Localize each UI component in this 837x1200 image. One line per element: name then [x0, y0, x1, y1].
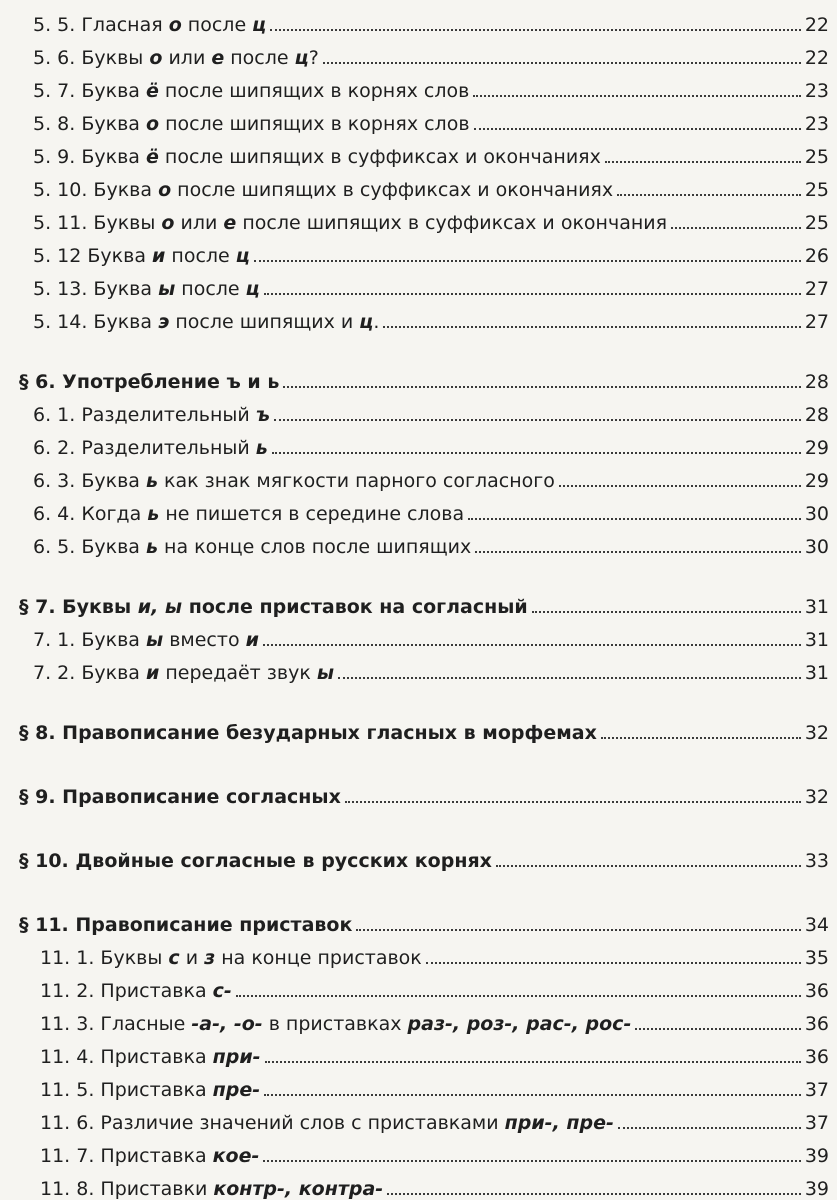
- toc-page-number: 32: [804, 786, 829, 808]
- dot-leader: [264, 293, 801, 295]
- dot-leader: [618, 1127, 801, 1129]
- toc-emphasis: и: [245, 629, 259, 651]
- toc-emphasis: о: [158, 179, 172, 201]
- toc-emphasis: о: [168, 14, 182, 36]
- dot-leader: [254, 260, 801, 262]
- dot-leader: [383, 326, 800, 328]
- toc-entry-title: [19, 786, 341, 808]
- toc-emphasis: ь: [145, 470, 158, 492]
- toc-text: 11. 4. Приставка: [40, 1046, 213, 1068]
- dot-leader: [475, 551, 801, 553]
- toc-page-number: 31: [804, 629, 829, 651]
- toc-page-number: 27: [804, 278, 829, 300]
- toc-emphasis: -а-, -о-: [191, 1013, 263, 1035]
- toc-page-number: 28: [804, 404, 829, 426]
- toc-subsection-entry[interactable]: [0, 270, 829, 300]
- toc-emphasis: ы: [145, 629, 164, 651]
- toc-entry-title: [33, 14, 266, 36]
- toc-page-number: 33: [804, 850, 829, 872]
- toc-subsection-entry[interactable]: [0, 429, 829, 459]
- toc-entry-title: [33, 278, 260, 300]
- toc-page-number: 39: [804, 1178, 829, 1200]
- toc-text: 5. 11. Буквы: [33, 212, 162, 234]
- toc-entry-title: [33, 470, 555, 492]
- toc-subsection-entry[interactable]: [0, 303, 829, 333]
- toc-page-number: 29: [804, 470, 829, 492]
- toc-emphasis: при-: [212, 1046, 261, 1068]
- toc-text: на конце слов после шипящих: [158, 536, 472, 558]
- toc-text: 5. 5. Гласная: [33, 14, 169, 36]
- toc-section-entry[interactable]: [0, 906, 829, 936]
- toc-entry-title: [33, 212, 667, 234]
- toc-page-number: 22: [804, 14, 829, 36]
- toc-page-number: 23: [804, 113, 829, 135]
- toc-page-number: 31: [804, 596, 829, 618]
- toc-emphasis: и: [152, 245, 166, 267]
- toc-emphasis: ц: [294, 47, 309, 69]
- toc-section-entry[interactable]: [0, 588, 829, 618]
- toc-text: 6. 1. Разделительный: [33, 404, 256, 426]
- toc-text: 5. 10. Буква: [33, 179, 159, 201]
- dot-leader: [617, 194, 801, 196]
- toc-text: 11. 7. Приставка: [40, 1145, 213, 1167]
- toc-page-number: 34: [804, 914, 829, 936]
- toc-text: § 8. Правописание безударных гласных в морфемах: [19, 722, 597, 744]
- toc-subsection-entry[interactable]: [0, 462, 829, 492]
- toc-subsection-entry[interactable]: [0, 105, 829, 135]
- toc-page-number: 36: [804, 1046, 829, 1068]
- toc-entry-title: [19, 850, 492, 872]
- toc-entry-title: [40, 947, 422, 969]
- toc-entry-title: [33, 503, 464, 525]
- toc-text: и: [179, 947, 205, 969]
- toc-entry-title: [19, 596, 528, 618]
- toc-text: 5. 6. Буквы: [33, 47, 150, 69]
- toc-page-number: 37: [804, 1079, 829, 1101]
- toc-emphasis: кое-: [212, 1145, 260, 1167]
- toc-emphasis: э: [158, 311, 170, 333]
- dot-leader: [270, 29, 801, 31]
- toc-emphasis: ё: [145, 146, 159, 168]
- dot-leader: [263, 644, 801, 646]
- dot-leader: [323, 62, 801, 64]
- toc-section-entry[interactable]: [0, 842, 829, 872]
- toc-subsection-entry[interactable]: [0, 39, 829, 69]
- toc-page-number: 25: [804, 179, 829, 201]
- toc-text: после: [175, 278, 246, 300]
- toc-entry-title: [33, 146, 601, 168]
- toc-emphasis: и: [145, 662, 160, 684]
- dot-leader: [265, 1061, 801, 1063]
- toc-text: 6. 2. Разделительный: [33, 437, 256, 459]
- toc-text: или: [174, 212, 224, 234]
- toc-section-entry[interactable]: [0, 714, 829, 744]
- toc-entry-title: [40, 1112, 614, 1134]
- toc-subsection-entry[interactable]: [0, 72, 829, 102]
- toc-text: § 9. Правописание согласных: [19, 786, 341, 808]
- toc-emphasis: пре-: [212, 1079, 261, 1101]
- toc-page-number: 39: [804, 1145, 829, 1167]
- toc-emphasis: с: [168, 947, 180, 969]
- toc-emphasis: ь: [147, 503, 160, 525]
- toc-page-number: 28: [804, 371, 829, 393]
- toc-emphasis: е: [211, 47, 225, 69]
- toc-text: после приставок на согласный: [182, 596, 528, 618]
- toc-page-number: 25: [804, 146, 829, 168]
- toc-entry-title: [33, 629, 259, 651]
- dot-leader: [283, 386, 800, 388]
- dot-leader: [356, 929, 800, 931]
- toc-entry-title: [33, 662, 334, 684]
- toc-emphasis: при-, пре-: [504, 1112, 614, 1134]
- toc-emphasis: ы: [316, 662, 335, 684]
- toc-entry-title: [33, 536, 471, 558]
- toc-entry-title: [19, 914, 352, 936]
- toc-subsection-entry[interactable]: [0, 1005, 829, 1035]
- toc-subsection-entry[interactable]: [0, 939, 829, 969]
- toc-text: 11. 6. Различие значений слов с приставками: [40, 1112, 505, 1134]
- toc-text: 11. 8. Приставки: [40, 1178, 214, 1200]
- dot-leader: [272, 452, 801, 454]
- toc-emphasis: ц: [359, 311, 374, 333]
- toc-text: .: [373, 311, 380, 333]
- dot-leader: [387, 1193, 801, 1195]
- dot-leader: [635, 1028, 800, 1030]
- toc-page-number: 36: [804, 980, 829, 1002]
- toc-text: после шипящих в корнях слов: [159, 113, 470, 135]
- toc-entry-title: [19, 371, 279, 393]
- toc-emphasis: ь: [255, 437, 268, 459]
- toc-page-number: 25: [804, 212, 829, 234]
- toc-text: после: [224, 47, 295, 69]
- toc-emphasis: раз-, роз-, рас-, рос-: [407, 1013, 632, 1035]
- toc-subsection-entry[interactable]: [0, 1038, 829, 1068]
- toc-text: 11. 3. Гласные: [40, 1013, 192, 1035]
- toc-entry-title: [40, 1046, 261, 1068]
- toc-entry-title: [33, 80, 469, 102]
- toc-emphasis: о: [161, 212, 175, 234]
- toc-text: после шипящих и: [169, 311, 360, 333]
- toc-entry-title: [40, 1013, 631, 1035]
- toc-page-number: 36: [804, 1013, 829, 1035]
- toc-page-number: 29: [804, 437, 829, 459]
- toc-text: 6. 3. Буква: [33, 470, 146, 492]
- toc-text: 5. 8. Буква: [33, 113, 146, 135]
- toc-section-entry[interactable]: [0, 778, 829, 808]
- toc-subsection-entry[interactable]: [0, 171, 829, 201]
- toc-text: ?: [308, 47, 319, 69]
- toc-page-number: 32: [804, 722, 829, 744]
- toc-entry-title: [33, 245, 250, 267]
- toc-subsection-entry[interactable]: [0, 495, 829, 525]
- toc-entry-title: [19, 722, 597, 744]
- toc-emphasis: ъ: [255, 404, 271, 426]
- toc-subsection-entry[interactable]: [0, 528, 829, 558]
- dot-leader: [338, 677, 801, 679]
- toc-text: после: [181, 14, 253, 36]
- toc-entry-title: [33, 179, 613, 201]
- toc-text: в приставках: [262, 1013, 408, 1035]
- toc-text: § 11. Правописание приставок: [19, 914, 353, 936]
- toc-text: 5. 12 Буква: [33, 245, 153, 267]
- toc-page-number: 26: [804, 245, 829, 267]
- toc-emphasis: ц: [245, 278, 260, 300]
- toc-subsection-entry[interactable]: [0, 654, 829, 684]
- dot-leader: [426, 962, 801, 964]
- toc-emphasis: и, ы: [137, 596, 183, 618]
- toc-page-number: 31: [804, 662, 829, 684]
- toc-text: § 6. Употребление ъ и ь: [19, 371, 280, 393]
- dot-leader: [605, 161, 801, 163]
- dot-leader: [671, 227, 801, 229]
- toc-subsection-entry[interactable]: [0, 237, 829, 267]
- dot-leader: [263, 1160, 800, 1162]
- toc-subsection-entry[interactable]: [0, 6, 829, 36]
- toc-page-number: 23: [804, 80, 829, 102]
- toc-emphasis: з: [204, 947, 216, 969]
- toc-emphasis: ё: [145, 80, 159, 102]
- toc-emphasis: ь: [145, 536, 158, 558]
- toc-entry-title: [33, 113, 470, 135]
- toc-entry-title: [33, 437, 268, 459]
- toc-text: 11. 1. Буквы: [40, 947, 169, 969]
- toc-text: 5. 13. Буква: [33, 278, 159, 300]
- toc-emphasis: с-: [212, 980, 232, 1002]
- toc-emphasis: о: [149, 47, 163, 69]
- toc-entry-title: [33, 311, 379, 333]
- toc-text: после шипящих в суффиксах и окончаниях: [171, 179, 614, 201]
- toc-entry-title: [40, 1145, 259, 1167]
- toc-page-number: 30: [804, 536, 829, 558]
- toc-entry-title: [33, 47, 319, 69]
- toc-text: 5. 9. Буква: [33, 146, 146, 168]
- toc-subsection-entry[interactable]: [0, 1137, 829, 1167]
- toc-subsection-entry[interactable]: [0, 1071, 829, 1101]
- toc-subsection-entry[interactable]: [0, 1104, 829, 1134]
- toc-text: 5. 14. Буква: [33, 311, 159, 333]
- dot-leader: [601, 737, 801, 739]
- toc-entry-title: [40, 1178, 383, 1200]
- toc-entry-title: [40, 1079, 260, 1101]
- toc-text: после: [165, 245, 236, 267]
- toc-text: 7. 2. Буква: [33, 662, 146, 684]
- toc-subsection-entry[interactable]: [0, 972, 829, 1002]
- dot-leader: [264, 1094, 801, 1096]
- toc-page-number: 37: [804, 1112, 829, 1134]
- toc-page-number: 22: [804, 47, 829, 69]
- toc-subsection-entry[interactable]: [0, 396, 829, 426]
- dot-leader: [559, 485, 801, 487]
- toc-subsection-entry[interactable]: [0, 138, 829, 168]
- toc-subsection-entry[interactable]: [0, 1170, 829, 1200]
- toc-text: 5. 7. Буква: [33, 80, 146, 102]
- toc-entry-title: [40, 980, 232, 1002]
- toc-text: или: [162, 47, 212, 69]
- dot-leader: [474, 128, 801, 130]
- toc-text: 11. 5. Приставка: [40, 1079, 213, 1101]
- toc-emphasis: контр-, контра-: [213, 1178, 384, 1200]
- toc-text: как знак мягкости парного согласного: [158, 470, 555, 492]
- toc-text: после шипящих в суффиксах и окончаниях: [158, 146, 601, 168]
- toc-text: вместо: [163, 629, 246, 651]
- toc-subsection-entry[interactable]: [0, 204, 829, 234]
- toc-subsection-entry[interactable]: [0, 621, 829, 651]
- dot-leader: [274, 419, 801, 421]
- dot-leader: [345, 801, 801, 803]
- toc-emphasis: ы: [158, 278, 176, 300]
- toc-text: 6. 4. Когда: [33, 503, 148, 525]
- toc-text: не пишется в середине слова: [159, 503, 465, 525]
- toc-text: 11. 2. Приставка: [40, 980, 213, 1002]
- toc-page-number: 27: [804, 311, 829, 333]
- toc-section-entry[interactable]: [0, 363, 829, 393]
- toc-emphasis: е: [223, 212, 237, 234]
- toc-emphasis: о: [145, 113, 160, 135]
- dot-leader: [236, 995, 801, 997]
- toc-emphasis: ц: [252, 14, 267, 36]
- toc-text: после шипящих в суффиксах и окончания: [236, 212, 668, 234]
- dot-leader: [532, 611, 801, 613]
- dot-leader: [496, 865, 801, 867]
- toc-page-number: 30: [804, 503, 829, 525]
- toc-text: § 10. Двойные согласные в русских корнях: [19, 850, 492, 872]
- dot-leader: [473, 95, 800, 97]
- dot-leader: [468, 518, 801, 520]
- toc-text: после шипящих в корнях слов: [158, 80, 470, 102]
- toc-text: 6. 5. Буква: [33, 536, 146, 558]
- toc-entry-title: [33, 404, 270, 426]
- toc-page-number: 35: [804, 947, 829, 969]
- toc-text: § 7. Буквы: [19, 596, 138, 618]
- toc-emphasis: ц: [235, 245, 250, 267]
- toc-text: 7. 1. Буква: [33, 629, 146, 651]
- toc-text: на конце приставок: [215, 947, 422, 969]
- toc-text: передаёт звук: [159, 662, 317, 684]
